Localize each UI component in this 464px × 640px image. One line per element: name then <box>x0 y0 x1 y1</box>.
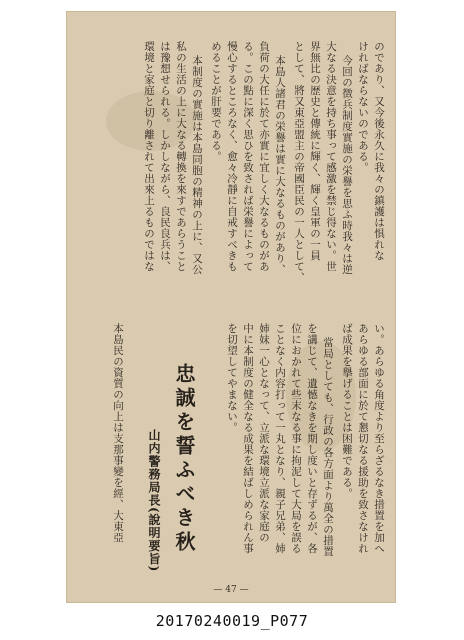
text-column: として、將又東亞盟主の帝國臣民の一人として、 <box>293 41 305 283</box>
text-column: 私の生活の上に大なる轉換を來すであらうこと <box>175 41 187 272</box>
text-column: のであり、又今後永久に我々の鎮護は惧れな <box>373 41 385 261</box>
text-column: 當局としても、行政の各方面より萬全の措置 <box>322 337 334 557</box>
article-author: 山内警務局長(說明要旨) <box>147 429 161 573</box>
text-column: 本島人諸君の栄譽は實に大なるものがあり、 <box>274 55 286 275</box>
text-column: ければならないのである。 <box>357 41 369 173</box>
text-column: 負荷の大任に於て亦實に宜しく大なるものがあ <box>258 41 270 272</box>
text-column: は豫想せられる。しかしながら、良民良兵は、 <box>159 41 171 272</box>
text-column: 界無比の歴史と傳統に輝く、輝く皇軍の一員 <box>309 41 321 261</box>
text-column: ことなく内容打って一丸となり、親子兄弟、姉 <box>274 323 286 554</box>
text-column: 本島民の資質の向上は支那事變を經、大東亞 <box>112 323 124 543</box>
text-column: 大なる決意を持ち事って感激を禁じ得ない。世 <box>325 41 337 272</box>
text-column: 位におかれて些末なる事に拘泥して大局を誤る <box>290 323 302 554</box>
text-column: い。あらゆる角度より至らざるなき措置を加へ <box>373 323 385 554</box>
page-number: — 47 — <box>213 585 249 595</box>
text-column: めることが肝要である。 <box>210 41 222 162</box>
text-column: 本制度の實施は本島同胞の精神の上に、又公 <box>191 55 203 275</box>
text-column: を講じて、遺憾なきを期し度いと存ずるが、各 <box>306 323 318 554</box>
document-page <box>66 11 396 603</box>
article-title: 忠誠を誓ふべき秋 <box>172 363 196 555</box>
text-column: 中に本制度の健全なる成果を結ばしめられん事 <box>242 323 254 554</box>
text-column: 環境と家庭と切り離されて出來上るものではな <box>143 41 155 272</box>
text-column: る。この點に深く思ひを致されば栄譽によって <box>242 41 254 272</box>
text-column: 慢心するところなく、愈々冷靜に自戒すべきも <box>226 41 238 272</box>
text-column: 今回の徴兵制度實施の栄譽を思ふ時我々は逆 <box>341 55 353 275</box>
text-column: を切望してやまない。 <box>226 323 238 433</box>
text-column: 姉妹一心となって、立派な環境立派な家庭の <box>258 323 270 543</box>
image-caption: 20170240019_P077 <box>155 612 309 630</box>
text-column: ば成果を擧げることは困難である。 <box>341 323 353 499</box>
text-column: あらゆる部面に於て懇切なる援助を致さなけれ <box>357 323 369 554</box>
